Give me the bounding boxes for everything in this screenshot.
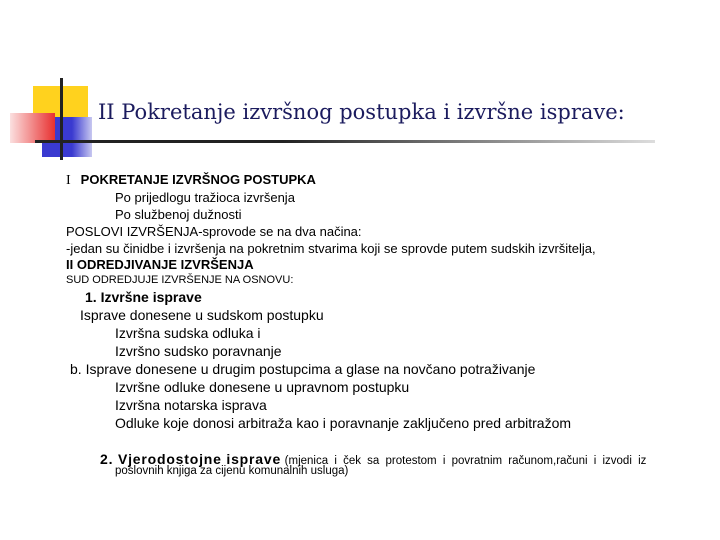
text-line: Izvršna notarska isprava: [115, 397, 267, 413]
red-square-decoration: [10, 113, 55, 143]
heading-2: II ODREDJIVANJE IZVRŠENJA: [66, 257, 254, 272]
vertical-line-decoration: [60, 78, 63, 160]
subheading-text: 2. Vjerodostojne isprave: [100, 451, 282, 467]
text-line: SUD ODREDJUJE IZVRŠENJE NA OSNOVU:: [66, 274, 294, 286]
horizontal-line-decoration: [35, 140, 655, 143]
text-line: Isprave donesene u sudskom postupku: [80, 307, 324, 323]
text-line: -jedan su činidbe i izvršenja na pokretnim stvarima koji se sprovde putem sudskih izvršitelja,: [66, 241, 596, 256]
text-line: poslovnih knjiga za cijenu komunalnih usluga): [115, 465, 349, 477]
heading-1: [66, 172, 316, 189]
text-line: Izvršne odluke donesene u upravnom postupku: [115, 379, 410, 395]
heading-text: POKRETANJE IZVRŠNOG POSTUPKA: [80, 172, 316, 187]
roman-bullet: I: [66, 173, 71, 188]
text-line: Izvršna sudska odluka i: [115, 325, 261, 341]
subheading-detail: (mjenica i ček sa protestom i povratnim računom,računi i izvodi iz: [284, 455, 647, 467]
text-line: Po službenoj dužnosti: [115, 207, 242, 222]
text-line: b. Isprave donesene u drugim postupcima a glase na novčano potraživanje: [70, 361, 536, 377]
text-line: POSLOVI IZVRŠENJA-sprovode se na dva načina:: [66, 224, 362, 239]
slide-title: II Pokretanje izvršnog postupka i izvršne isprave:: [98, 100, 625, 124]
text-line: Odluke koje donosi arbitraža kao i poravnanje zaključeno pred arbitražom: [115, 415, 572, 431]
text-line: Izvršno sudsko poravnanje: [115, 343, 282, 359]
text-line: Po prijedlogu tražioca izvršenja: [115, 190, 295, 205]
subheading: 1. Izvršne isprave: [85, 289, 202, 305]
